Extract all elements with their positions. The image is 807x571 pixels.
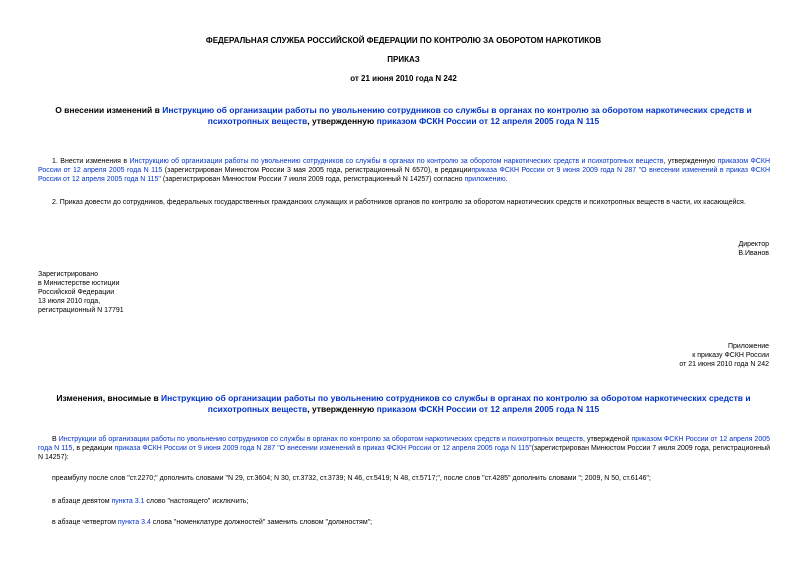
appendix-line: Приложение (727, 343, 769, 350)
title2-instruction-link[interactable]: Инструкцию об организации работы по увольнению сотрудников со службы в органах по контролю за оборотом наркотических средств и психотропных веществ (161, 393, 751, 414)
appendix-reference (560, 342, 769, 369)
doc-date-number: от 21 июня 2010 года N 242 (350, 74, 457, 83)
p3-instruction-link[interactable]: Инструкции об организации работы по увольнению сотрудников со службы в органах по контролю за оборотом наркотических средств и психотропных веществ (58, 436, 583, 443)
p6-text-1: в абзаце четвертом (52, 519, 118, 526)
registration-line: 13 июля 2010 года, (38, 298, 101, 305)
registration-line: в Министерстве юстиции (38, 280, 120, 287)
p1-text-5: . (505, 176, 508, 183)
p1-appendix-link[interactable]: приложению (464, 176, 506, 183)
document-title (30, 105, 777, 127)
appendix-line: от 21 июня 2010 года N 242 (679, 361, 769, 368)
p1-instruction-link[interactable]: Инструкцию об организации работы по увольнению сотрудников со службы в органах по контролю за оборотом наркотических средств и психотропных веществ (129, 158, 664, 165)
signature-name: В.Иванов (738, 250, 769, 257)
p1-text-3: (зарегистрирован Минюстом России 3 мая 2005 года, регистрационный N 6570), в редакции (162, 167, 472, 174)
registration-line: регистрационный N 17791 (38, 307, 124, 314)
p5-text-1: в абзаце девятом (52, 498, 112, 505)
paragraph-5 (52, 497, 770, 506)
p3-text-3: , в редакции (72, 445, 115, 452)
paragraph-2: 2. Приказ довести до сотрудников, федеральных государственных гражданских служащих и работников органов по контролю за оборотом наркотических средств и психотропных веществ в части, их касающейся. (52, 199, 746, 206)
p6-clause-3-4-link[interactable]: пункта 3.4 (117, 519, 151, 526)
p3-text-2: , утвержденой (582, 436, 632, 443)
title-order-link[interactable]: приказом ФСКН России от 12 апреля 2005 года N 115 (376, 116, 600, 126)
title-mid: , утвержденную (307, 116, 377, 126)
p3-order-115-link[interactable]: приказом ФСКН России от 12 апреля 2005 года N 115 (38, 436, 771, 452)
p1-text-2: , утвержденную (663, 158, 718, 165)
p3-order-287-link[interactable]: приказа ФСКН России от 9 июня 2009 года N 287 "О внесении изменений в приказ ФСКН России от 12 апреля 2005 года N 115" (114, 445, 532, 452)
paragraph-4: преамбулу после слов "ст.2270;" дополнить словами "N 29, ст.3604; N 30, ст.3732, ст.3739; N 46, ст.5419; N 48, ст.5717;", после слов "ст.4285" дополнить словами "; 2009, N 50, ст.6146"; (52, 475, 651, 482)
registration-line: Российской Федерации (38, 289, 115, 296)
doc-type-heading: ПРИКАЗ (387, 55, 420, 64)
title2-pre: Изменения, вносимые в (56, 393, 162, 403)
registration-line: Зарегистрировано (38, 271, 98, 278)
signature-position: Директор (738, 241, 769, 248)
paragraph-3 (38, 435, 770, 462)
title2-order-link[interactable]: приказом ФСКН России от 12 апреля 2005 года N 115 (376, 404, 600, 414)
p6-text-2: слова "номенклатуре должностей" заменить словом "должностям"; (150, 519, 373, 526)
title-instruction-link[interactable]: Инструкцию об организации работы по увольнению сотрудников со службы в органах по контролю за оборотом наркотических средств и психотропных веществ (162, 105, 752, 126)
appendix-line: к приказу ФСКН России (692, 352, 769, 359)
p1-text-1: 1. Внести изменения в (52, 158, 130, 165)
changes-title (30, 393, 777, 415)
p5-text-2: слово "настоящего" исключить; (144, 498, 249, 505)
agency-heading: ФЕДЕРАЛЬНАЯ СЛУЖБА РОССИЙСКОЙ ФЕДЕРАЦИИ ПО КОНТРОЛЮ ЗА ОБОРОТОМ НАРКОТИКОВ (205, 36, 602, 45)
title-pre: О внесении изменений в (55, 105, 163, 115)
p5-clause-3-1-link[interactable]: пункта 3.1 (111, 498, 145, 505)
p1-text-4: (зарегистрирован Минюстом России 7 июля 2009 года, регистрационный N 14257) согласно (160, 176, 465, 183)
registration-block (38, 270, 238, 315)
p3-text-1: В (52, 436, 59, 443)
p1-order-287-link[interactable]: приказа ФСКН России от 9 июня 2009 года N 287 "О внесении изменений в приказ ФСКН России от 12 апреля 2005 года N 115" (38, 167, 770, 183)
title2-mid: , утвержденную (307, 404, 377, 414)
paragraph-6 (52, 518, 770, 527)
p3-text-4: (зарегистрирован Минюстом России 7 июля 2009 года, регистрационный N 14257): (38, 445, 771, 461)
paragraph-1 (38, 157, 770, 184)
p1-order-115-link[interactable]: приказом ФСКН России от 12 апреля 2005 года N 115 (38, 158, 771, 174)
